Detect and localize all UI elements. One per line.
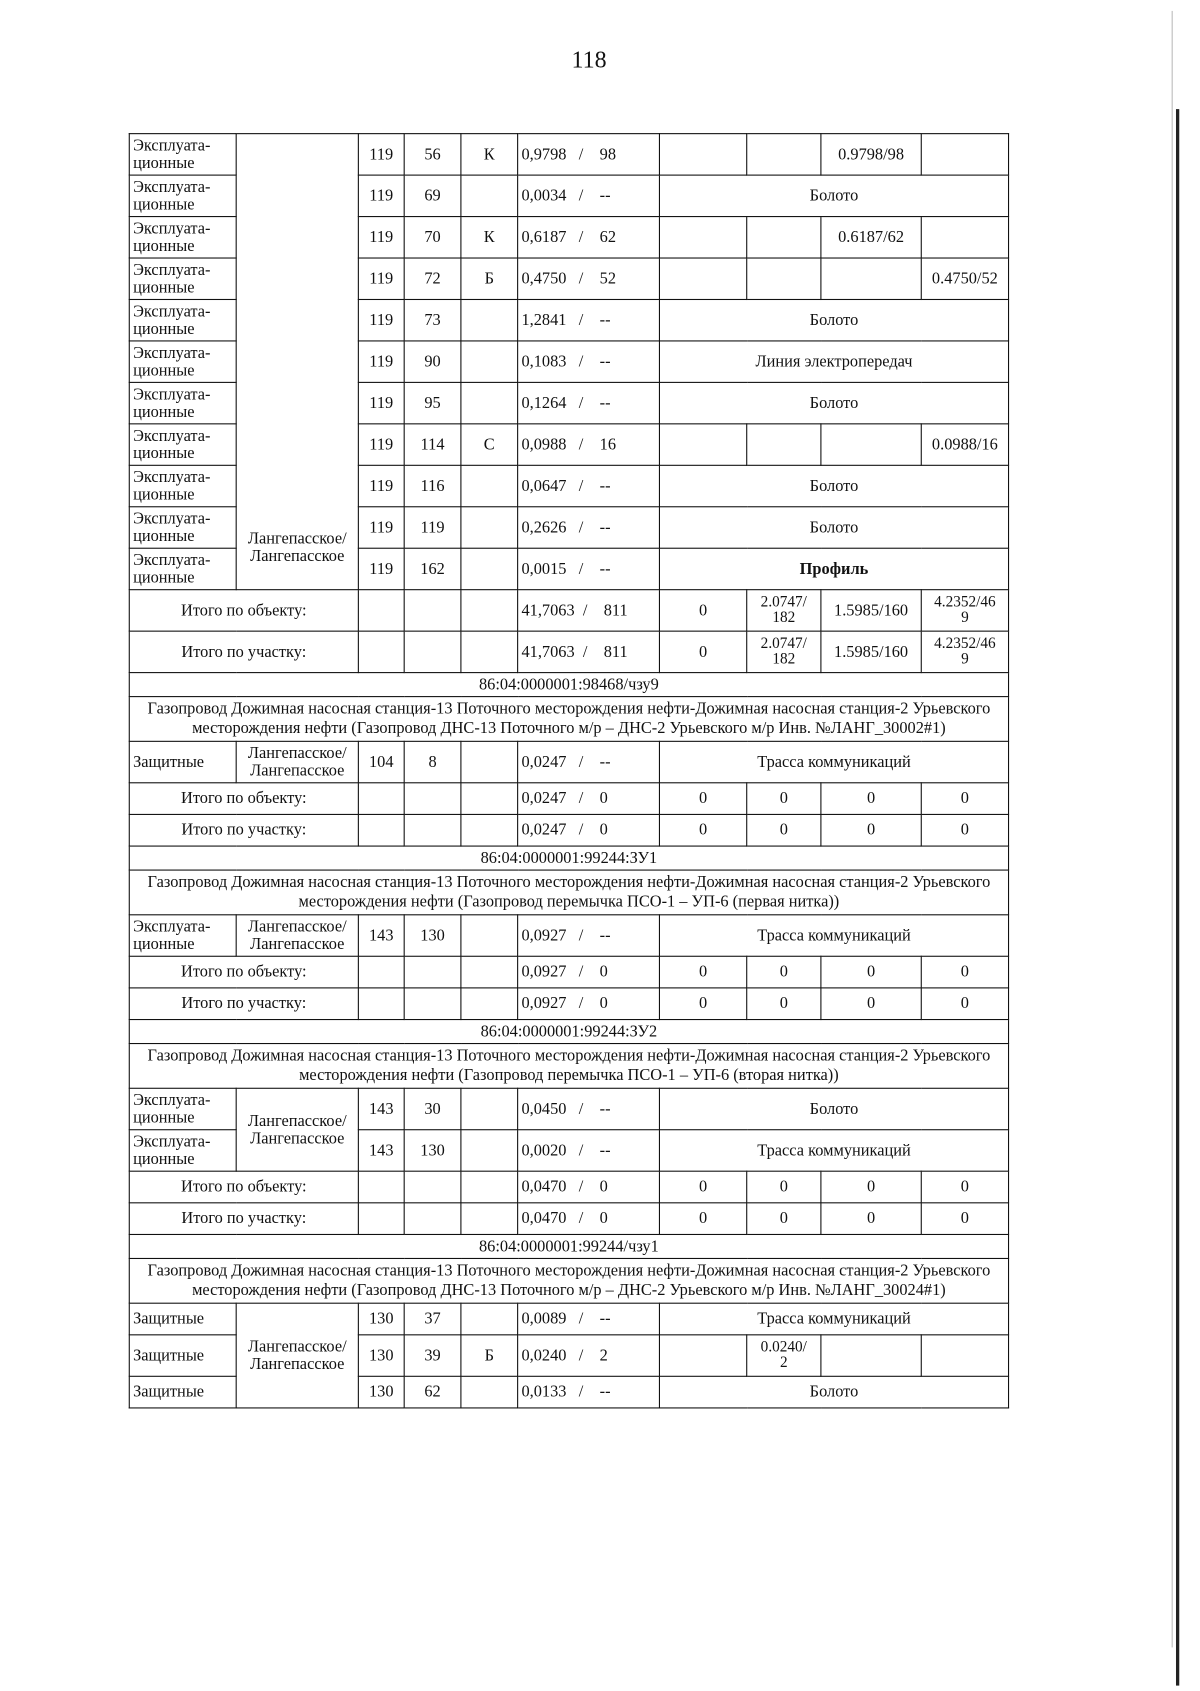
category-cell: Эксплуата- ционные: [129, 134, 236, 175]
total-row: [129, 590, 1008, 631]
object-title: Газопровод Дожимная насосная станция-13 Поточного месторождения нефти-Дожимная насосная станция-2 Урьевского месторождения нефти (Газопровод ДНС-13 Поточного м/р – ДНС-2 Урьевского м/р Инв. №ЛАНГ_30002#1): [129, 697, 1008, 742]
value-cell-e: 0: [659, 1171, 746, 1203]
cadastral-row: [129, 1020, 1008, 1044]
note-cell: Трасса коммуникаций: [659, 741, 1008, 782]
class-cell: [461, 741, 518, 782]
total-label: Итого по объекту:: [129, 590, 358, 631]
area-cell: 0,1083 / --: [518, 341, 660, 382]
plot-cell: 8: [404, 741, 461, 782]
category-cell: Эксплуата- ционные: [129, 465, 236, 506]
plot-cell: 37: [404, 1303, 461, 1335]
value-cell-f: 0: [747, 783, 821, 815]
land-plot-table: [129, 133, 1009, 1408]
category-cell: Эксплуата- ционные: [129, 258, 236, 299]
quarter-cell: 143: [358, 915, 404, 956]
note-cell: Болото: [659, 382, 1008, 423]
quarter-cell: 119: [358, 175, 404, 216]
note-cell: Трасса коммуникаций: [659, 915, 1008, 956]
quarter-cell: 130: [358, 1376, 404, 1408]
plot-cell: 72: [404, 258, 461, 299]
object-title: Газопровод Дожимная насосная станция-13 Поточного месторождения нефти-Дожимная насосная станция-2 Урьевского месторождения нефти (Газопровод ДНС-13 Поточного м/р – ДНС-2 Урьевского м/р Инв. №ЛАНГ_30024#1): [129, 1258, 1008, 1303]
value-cell-e: 0: [659, 1203, 746, 1235]
cadastral-number: 86:04:0000001:99244:ЗУ2: [129, 1020, 1008, 1044]
area-cell: 0,0247 / --: [518, 741, 660, 782]
value-cell-f: 0: [747, 1203, 821, 1235]
class-cell: [461, 1130, 518, 1171]
value-cell-f: 2.0747/ 182: [747, 631, 821, 672]
cadastral-number: 86:04:0000001:99244/чзу1: [129, 1234, 1008, 1258]
plot-cell: 90: [404, 341, 461, 382]
value-cell-g: 0: [821, 956, 921, 988]
area-cell: 0,0089 / --: [518, 1303, 660, 1335]
cadastral-row: [129, 1234, 1008, 1258]
object-title-row: [129, 697, 1008, 742]
area-cell: 0,0927 / 0: [518, 956, 660, 988]
value-cell-h: [921, 217, 1008, 258]
area-cell: 0,0020 / --: [518, 1130, 660, 1171]
plot-cell: 73: [404, 299, 461, 340]
value-cell-e: 0: [659, 783, 746, 815]
value-cell-f: 0.0240/ 2: [747, 1335, 821, 1376]
table-row: [129, 134, 1008, 175]
value-cell-f: 0: [747, 1171, 821, 1203]
quarter-cell: 119: [358, 507, 404, 548]
area-cell: 0,0927 / 0: [518, 988, 660, 1020]
value-cell-e: 0: [659, 956, 746, 988]
value-cell-h: 0: [921, 783, 1008, 815]
region-cell: Лангепасское/ Лангепасское: [236, 915, 358, 956]
class-cell: [461, 382, 518, 423]
area-cell: 0,4750 / 52: [518, 258, 660, 299]
value-cell-h: 4.2352/46 9: [921, 590, 1008, 631]
object-title-row: [129, 870, 1008, 915]
class-cell: [461, 1088, 518, 1129]
quarter-cell: 119: [358, 258, 404, 299]
plot-cell: 62: [404, 1376, 461, 1408]
category-cell: Эксплуата- ционные: [129, 1088, 236, 1129]
value-cell-g: 0: [821, 1203, 921, 1235]
note-cell: Трасса коммуникаций: [659, 1130, 1008, 1171]
area-cell: 0,0470 / 0: [518, 1203, 660, 1235]
value-cell-e: [659, 258, 746, 299]
value-cell-e: 0: [659, 631, 746, 672]
category-cell: Эксплуата- ционные: [129, 507, 236, 548]
total-label: Итого по участку:: [129, 631, 358, 672]
cadastral-number: 86:04:0000001:99244:ЗУ1: [129, 846, 1008, 870]
class-cell: [461, 507, 518, 548]
total-label: Итого по участку:: [129, 814, 358, 846]
value-cell-f: [747, 424, 821, 465]
value-cell-f: 2.0747/ 182: [747, 590, 821, 631]
value-cell-h: [921, 134, 1008, 175]
total-row: [129, 1203, 1008, 1235]
quarter-cell: 143: [358, 1130, 404, 1171]
class-cell: [461, 1376, 518, 1408]
quarter-cell: 119: [358, 134, 404, 175]
plot-cell: 130: [404, 1130, 461, 1171]
class-cell: Б: [461, 1335, 518, 1376]
quarter-cell: 104: [358, 741, 404, 782]
object-title: Газопровод Дожимная насосная станция-13 Поточного месторождения нефти-Дожимная насосная станция-2 Урьевского месторождения нефти (Газопровод перемычка ПСО-1 – УП-6 (первая нитка)): [129, 870, 1008, 915]
class-cell: [461, 915, 518, 956]
value-cell-g: 1.5985/160: [821, 590, 921, 631]
scan-edge-line: [1172, 11, 1173, 1647]
quarter-cell: 119: [358, 424, 404, 465]
plot-cell: 70: [404, 217, 461, 258]
value-cell-f: 0: [747, 956, 821, 988]
area-cell: 0,6187 / 62: [518, 217, 660, 258]
class-cell: [461, 341, 518, 382]
quarter-cell: 119: [358, 382, 404, 423]
value-cell-e: [659, 1335, 746, 1376]
value-cell-h: 0.0988/16: [921, 424, 1008, 465]
plot-cell: 95: [404, 382, 461, 423]
value-cell-h: 0: [921, 1203, 1008, 1235]
area-cell: 0,0240 / 2: [518, 1335, 660, 1376]
class-cell: [461, 175, 518, 216]
category-cell: Эксплуата- ционные: [129, 175, 236, 216]
value-cell-g: 0: [821, 988, 921, 1020]
quarter-cell: 119: [358, 548, 404, 589]
value-cell-f: 0: [747, 988, 821, 1020]
plot-cell: 162: [404, 548, 461, 589]
value-cell-h: 0: [921, 814, 1008, 846]
value-cell-h: 4.2352/46 9: [921, 631, 1008, 672]
category-cell: Защитные: [129, 1303, 236, 1335]
quarter-cell: 119: [358, 341, 404, 382]
cadastral-row: [129, 673, 1008, 697]
area-cell: 0,0034 / --: [518, 175, 660, 216]
plot-cell: 114: [404, 424, 461, 465]
value-cell-e: 0: [659, 988, 746, 1020]
area-cell: 41,7063 / 811: [518, 631, 660, 672]
category-cell: Эксплуата- ционные: [129, 299, 236, 340]
value-cell-e: [659, 217, 746, 258]
note-cell: Болото: [659, 1088, 1008, 1129]
value-cell-h: 0.4750/52: [921, 258, 1008, 299]
area-cell: 0,0247 / 0: [518, 783, 660, 815]
total-row: [129, 1171, 1008, 1203]
class-cell: [461, 1303, 518, 1335]
value-cell-g: 0: [821, 1171, 921, 1203]
region-cell: Лангепасское/ Лангепасское: [236, 741, 358, 782]
region-cell: Лангепасское/ Лангепасское: [236, 1303, 358, 1408]
category-cell: Эксплуата- ционные: [129, 382, 236, 423]
cadastral-row: [129, 846, 1008, 870]
value-cell-g: [821, 424, 921, 465]
area-cell: 0,0470 / 0: [518, 1171, 660, 1203]
category-cell: Эксплуата- ционные: [129, 424, 236, 465]
area-cell: 0,0133 / --: [518, 1376, 660, 1408]
class-cell: К: [461, 134, 518, 175]
value-cell-f: [747, 134, 821, 175]
area-cell: 0,2626 / --: [518, 507, 660, 548]
plot-cell: 30: [404, 1088, 461, 1129]
total-label: Итого по участку:: [129, 988, 358, 1020]
region-cell: Лангепасское/ Лангепасское: [236, 134, 358, 590]
note-cell: Болото: [659, 1376, 1008, 1408]
plot-cell: 116: [404, 465, 461, 506]
quarter-cell: 119: [358, 217, 404, 258]
plot-cell: 56: [404, 134, 461, 175]
value-cell-h: [921, 1335, 1008, 1376]
note-cell: Болото: [659, 507, 1008, 548]
total-row: [129, 631, 1008, 672]
region-cell: Лангепасское/ Лангепасское: [236, 1088, 358, 1171]
table-row: [129, 1088, 1008, 1129]
value-cell-g: 0.6187/62: [821, 217, 921, 258]
class-cell: Б: [461, 258, 518, 299]
plot-cell: 39: [404, 1335, 461, 1376]
area-cell: 0,0927 / --: [518, 915, 660, 956]
object-title: Газопровод Дожимная насосная станция-13 Поточного месторождения нефти-Дожимная насосная станция-2 Урьевского месторождения нефти (Газопровод перемычка ПСО-1 – УП-6 (вторая нитка)): [129, 1044, 1008, 1089]
total-label: Итого по объекту:: [129, 956, 358, 988]
value-cell-f: [747, 258, 821, 299]
note-cell: Профиль: [659, 548, 1008, 589]
category-cell: Эксплуата- ционные: [129, 548, 236, 589]
class-cell: [461, 465, 518, 506]
class-cell: К: [461, 217, 518, 258]
total-row: [129, 988, 1008, 1020]
category-cell: Эксплуата- ционные: [129, 217, 236, 258]
scan-edge-shadow: [1176, 109, 1179, 1685]
total-row: [129, 783, 1008, 815]
cadastral-number: 86:04:0000001:98468/чзу9: [129, 673, 1008, 697]
quarter-cell: 119: [358, 465, 404, 506]
total-row: [129, 956, 1008, 988]
area-cell: 0,0647 / --: [518, 465, 660, 506]
total-label: Итого по участку:: [129, 1203, 358, 1235]
value-cell-g: [821, 1335, 921, 1376]
quarter-cell: 143: [358, 1088, 404, 1129]
table-row: [129, 915, 1008, 956]
value-cell-g: [821, 258, 921, 299]
category-cell: Защитные: [129, 1376, 236, 1408]
note-cell: Болото: [659, 465, 1008, 506]
plot-cell: 119: [404, 507, 461, 548]
note-cell: Линия электропередач: [659, 341, 1008, 382]
category-cell: Эксплуата- ционные: [129, 915, 236, 956]
value-cell-e: 0: [659, 590, 746, 631]
total-label: Итого по объекту:: [129, 783, 358, 815]
value-cell-h: 0: [921, 1171, 1008, 1203]
note-cell: Трасса коммуникаций: [659, 1303, 1008, 1335]
value-cell-e: 0: [659, 814, 746, 846]
area-cell: 41,7063 / 811: [518, 590, 660, 631]
page-number: 118: [571, 45, 607, 74]
table-row: [129, 741, 1008, 782]
table-row: [129, 1303, 1008, 1335]
category-cell: Эксплуата- ционные: [129, 341, 236, 382]
area-cell: 0,9798 / 98: [518, 134, 660, 175]
quarter-cell: 119: [358, 299, 404, 340]
class-cell: [461, 299, 518, 340]
value-cell-e: [659, 424, 746, 465]
object-title-row: [129, 1044, 1008, 1089]
quarter-cell: 130: [358, 1303, 404, 1335]
area-cell: 0,1264 / --: [518, 382, 660, 423]
value-cell-e: [659, 134, 746, 175]
object-title-row: [129, 1258, 1008, 1303]
quarter-cell: 130: [358, 1335, 404, 1376]
area-cell: 0,0247 / 0: [518, 814, 660, 846]
plot-cell: 130: [404, 915, 461, 956]
value-cell-f: 0: [747, 814, 821, 846]
area-cell: 0,0450 / --: [518, 1088, 660, 1129]
value-cell-g: 0: [821, 814, 921, 846]
total-label: Итого по объекту:: [129, 1171, 358, 1203]
area-cell: 1,2841 / --: [518, 299, 660, 340]
note-cell: Болото: [659, 299, 1008, 340]
class-cell: [461, 548, 518, 589]
value-cell-f: [747, 217, 821, 258]
area-cell: 0,0015 / --: [518, 548, 660, 589]
value-cell-g: 0.9798/98: [821, 134, 921, 175]
value-cell-h: 0: [921, 956, 1008, 988]
value-cell-g: 0: [821, 783, 921, 815]
class-cell: С: [461, 424, 518, 465]
plot-cell: 69: [404, 175, 461, 216]
area-cell: 0,0988 / 16: [518, 424, 660, 465]
note-cell: Болото: [659, 175, 1008, 216]
value-cell-g: 1.5985/160: [821, 631, 921, 672]
category-cell: Защитные: [129, 1335, 236, 1376]
value-cell-h: 0: [921, 988, 1008, 1020]
total-row: [129, 814, 1008, 846]
category-cell: Эксплуата- ционные: [129, 1130, 236, 1171]
category-cell: Защитные: [129, 741, 236, 782]
